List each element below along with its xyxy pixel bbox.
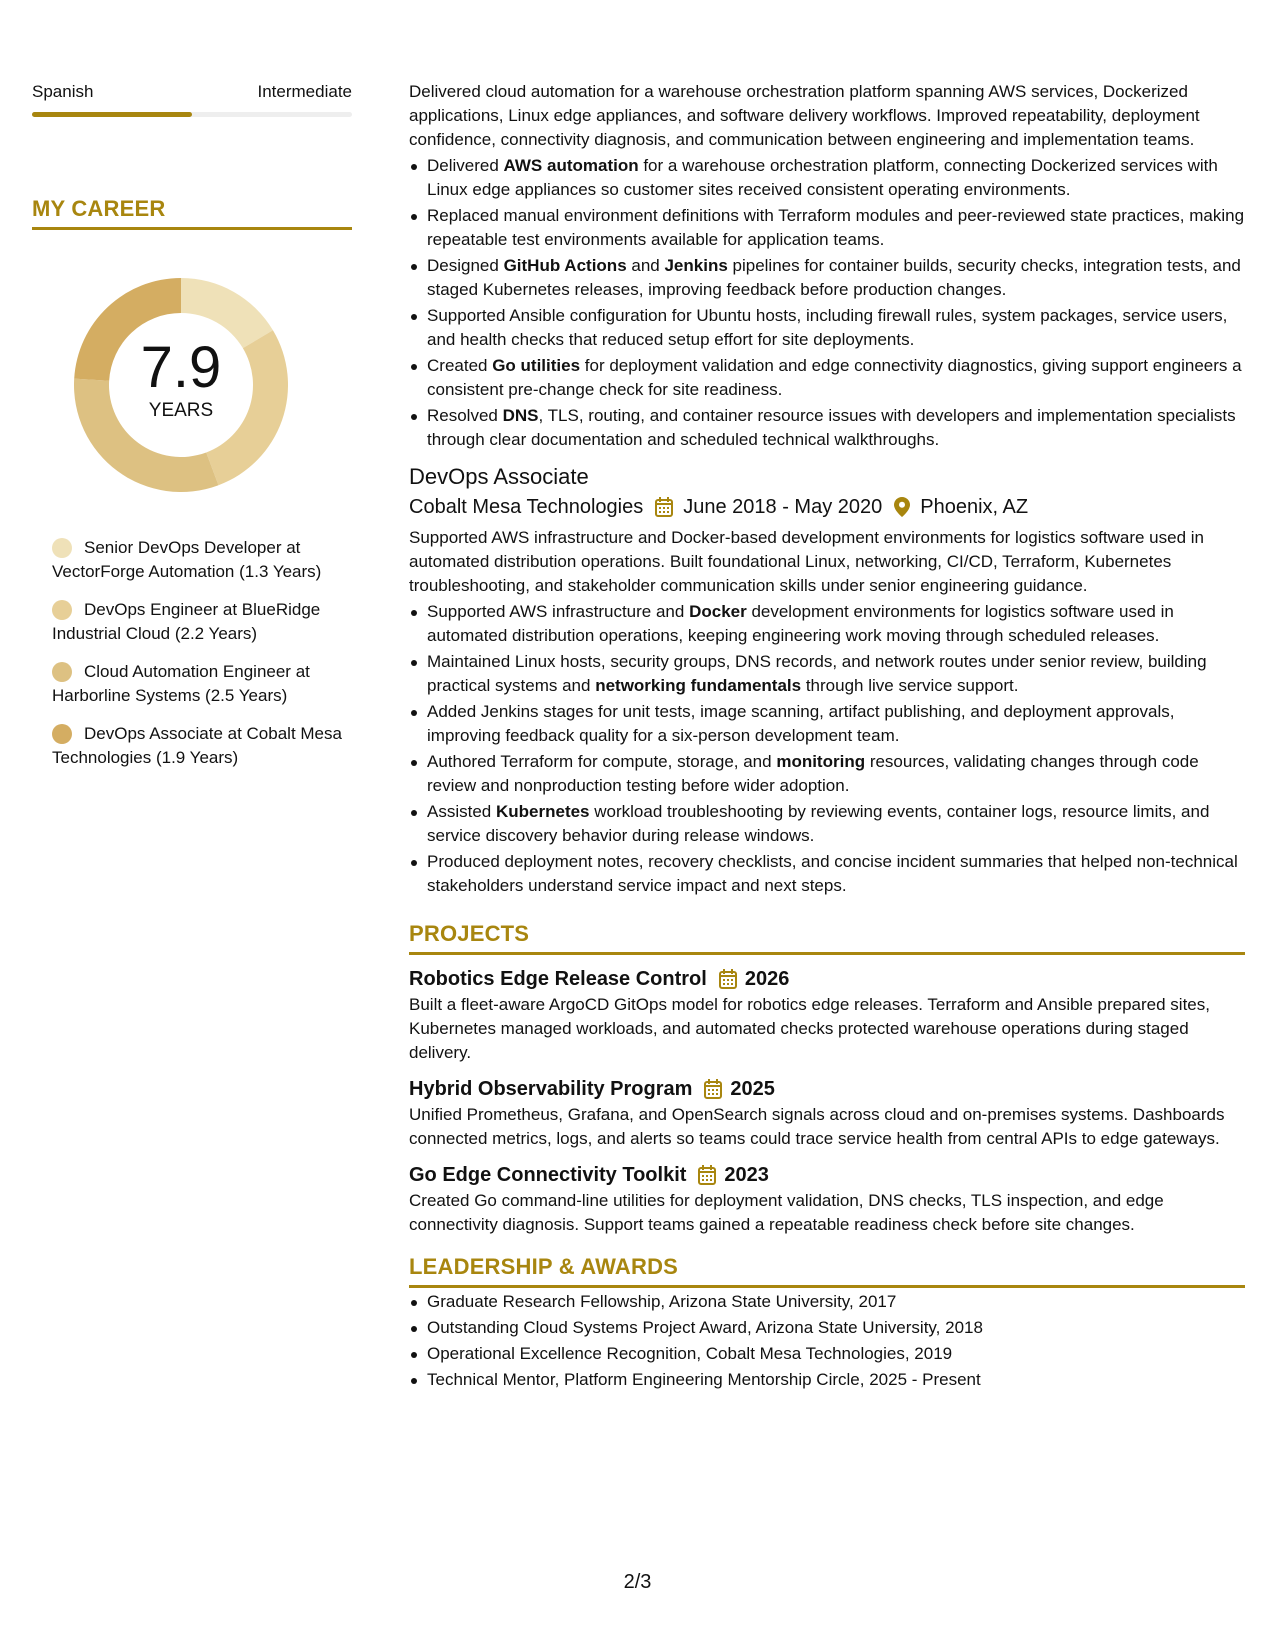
projects-heading: PROJECTS: [409, 921, 530, 946]
experience-bullet: Created Go utilities for deployment validation and edge connectivity diagnostics, giving support engineers a consistent pre-change check for site readiness.: [409, 354, 1245, 402]
calendar-icon: [655, 497, 673, 517]
job-location: Phoenix, AZ: [920, 496, 1029, 518]
project-item: [409, 965, 1245, 1065]
job-dates: June 2018 - May 2020: [683, 496, 883, 518]
legend-label: DevOps Associate at Cobalt Mesa Technologies (1.9 Years): [52, 724, 342, 767]
career-donut-chart: [66, 270, 296, 500]
legend-dot: [52, 724, 72, 744]
language-proficiency-bar: [32, 112, 352, 117]
legend-dot: [52, 600, 72, 620]
experience-bullet: Delivered AWS automation for a warehouse orchestration platform, connecting Dockerized services with Linux edge appliances so customer sites received consistent operating environments.: [409, 154, 1245, 202]
language-row: [32, 80, 352, 104]
job-bullets: [409, 600, 1245, 898]
legend-dot: [52, 662, 72, 682]
legend-label: Senior DevOps Developer at VectorForge Automation (1.3 Years): [52, 538, 322, 581]
award-item: Outstanding Cloud Systems Project Award, Arizona State University, 2018: [409, 1316, 1245, 1340]
legend-item: [52, 722, 352, 770]
language-proficiency-fill: [32, 112, 192, 117]
awards-section: [409, 1253, 1245, 1288]
experience-bullet: Resolved DNS, TLS, routing, and container resource issues with developers and implementation specialists through clear documentation and scheduled technical walkthroughs.: [409, 404, 1245, 452]
job-bullet: Added Jenkins stages for unit tests, image scanning, artifact publishing, and deployment approvals, improving feedback quality for a six-person development team.: [409, 700, 1245, 748]
job-bullet: Assisted Kubernetes workload troubleshooting by reviewing events, container logs, resource limits, and service discovery behavior during release windows.: [409, 800, 1245, 848]
legend-label: Cloud Automation Engineer at Harborline Systems (2.5 Years): [52, 662, 310, 705]
experience-summary: Delivered cloud automation for a warehouse orchestration platform spanning AWS services, Dockerized applications, Linux edge appliances, and software delivery workflows. Improved repeatability, deployment confidence, connectivity diagnosis, and communication between engineering and implementation teams.: [409, 82, 1200, 149]
career-heading: MY CAREER: [32, 196, 166, 221]
career-donut-center: [66, 270, 296, 500]
experience-bullet: Supported Ansible configuration for Ubuntu hosts, including firewall rules, system packages, service users, and health checks that reduced setup effort for site deployments.: [409, 304, 1245, 352]
job-meta: [409, 492, 1245, 522]
right-column: [409, 80, 1245, 1394]
project-name: Hybrid Observability Program: [409, 1078, 693, 1100]
projects-heading-rule: [409, 952, 1245, 955]
project-header: [409, 1161, 1245, 1189]
award-item: Operational Excellence Recognition, Cobalt Mesa Technologies, 2019: [409, 1342, 1245, 1366]
award-item: Technical Mentor, Platform Engineering Mentorship Circle, 2025 - Present: [409, 1368, 1245, 1392]
location-pin-icon: [894, 497, 910, 517]
experience-bullets: [409, 154, 1245, 452]
project-item: [409, 1075, 1245, 1151]
calendar-icon: [704, 1079, 722, 1099]
job-summary: Supported AWS infrastructure and Docker-based development environments for logistics software used in automated distribution operations. Built foundational Linux, networking, CI/CD, Terraform, Kubernetes troubleshooting, and stakeholder communication skills under senior engineering guidance.: [409, 528, 1204, 595]
legend-item: [52, 660, 352, 708]
legend-item: [52, 598, 352, 646]
experience-bullet: Replaced manual environment definitions with Terraform modules and peer-reviewed state practices, making repeatable test environments available for application teams.: [409, 204, 1245, 252]
project-description: Unified Prometheus, Grafana, and OpenSearch signals across cloud and on-premises systems. Dashboards connected metrics, logs, and alerts so teams could trace service health from central APIs to edge gateways.: [409, 1105, 1225, 1148]
job-bullet: Produced deployment notes, recovery checklists, and concise incident summaries that helped non-technical stakeholders understand service impact and next steps.: [409, 850, 1245, 898]
project-item: [409, 1161, 1245, 1237]
job-bullet: Supported AWS infrastructure and Docker development environments for logistics software used in automated distribution operations, keeping engineering work moving through scheduled releases.: [409, 600, 1245, 648]
calendar-icon: [719, 969, 737, 989]
language-name: Spanish: [32, 82, 94, 101]
job-title: DevOps Associate: [409, 464, 589, 489]
career-heading-rule: [32, 227, 352, 230]
project-description: Built a fleet-aware ArgoCD GitOps model for robotics edge releases. Terraform and Ansible prepared sites, Kubernetes managed workloads, and automated checks protected warehouse operations during staged delivery.: [409, 995, 1210, 1062]
project-header: [409, 965, 1245, 993]
awards-heading: LEADERSHIP & AWARDS: [409, 1254, 679, 1279]
career-total-value: 7.9: [140, 335, 222, 400]
career-legend: [32, 536, 352, 770]
calendar-icon: [698, 1165, 716, 1185]
left-column: [32, 80, 352, 784]
project-year: 2026: [744, 968, 790, 990]
career-section: [32, 195, 352, 230]
job-company: Cobalt Mesa Technologies: [409, 496, 644, 518]
legend-dot: [52, 538, 72, 558]
legend-label: DevOps Engineer at BlueRidge Industrial Cloud (2.2 Years): [52, 600, 321, 643]
job-bullet: Maintained Linux hosts, security groups, DNS records, and network routes under senior review, building practical systems and networking fundamentals through live service support.: [409, 650, 1245, 698]
project-year: 2025: [730, 1078, 775, 1100]
awards-heading-rule: [409, 1285, 1245, 1288]
awards-list: [409, 1290, 1245, 1392]
award-item: Graduate Research Fellowship, Arizona State University, 2017: [409, 1290, 1245, 1314]
projects-section: [409, 920, 1245, 955]
project-name: Robotics Edge Release Control: [409, 968, 707, 990]
legend-item: [52, 536, 352, 584]
project-name: Go Edge Connectivity Toolkit: [409, 1164, 687, 1186]
job-bullet: Authored Terraform for compute, storage, and monitoring resources, validating changes through code review and nonproduction testing before wider adoption.: [409, 750, 1245, 798]
project-description: Created Go command-line utilities for deployment validation, DNS checks, TLS inspection, and edge connectivity diagnosis. Support teams gained a repeatable readiness check before site changes.: [409, 1191, 1164, 1234]
project-header: [409, 1075, 1245, 1103]
project-year: 2023: [724, 1164, 769, 1186]
experience-bullet: Designed GitHub Actions and Jenkins pipelines for container builds, security checks, integration tests, and staged Kubernetes releases, improving feedback before production changes.: [409, 254, 1245, 302]
language-level: Intermediate: [257, 82, 352, 101]
page-number: 2/3: [623, 1571, 652, 1593]
career-total-unit: YEARS: [148, 400, 214, 421]
